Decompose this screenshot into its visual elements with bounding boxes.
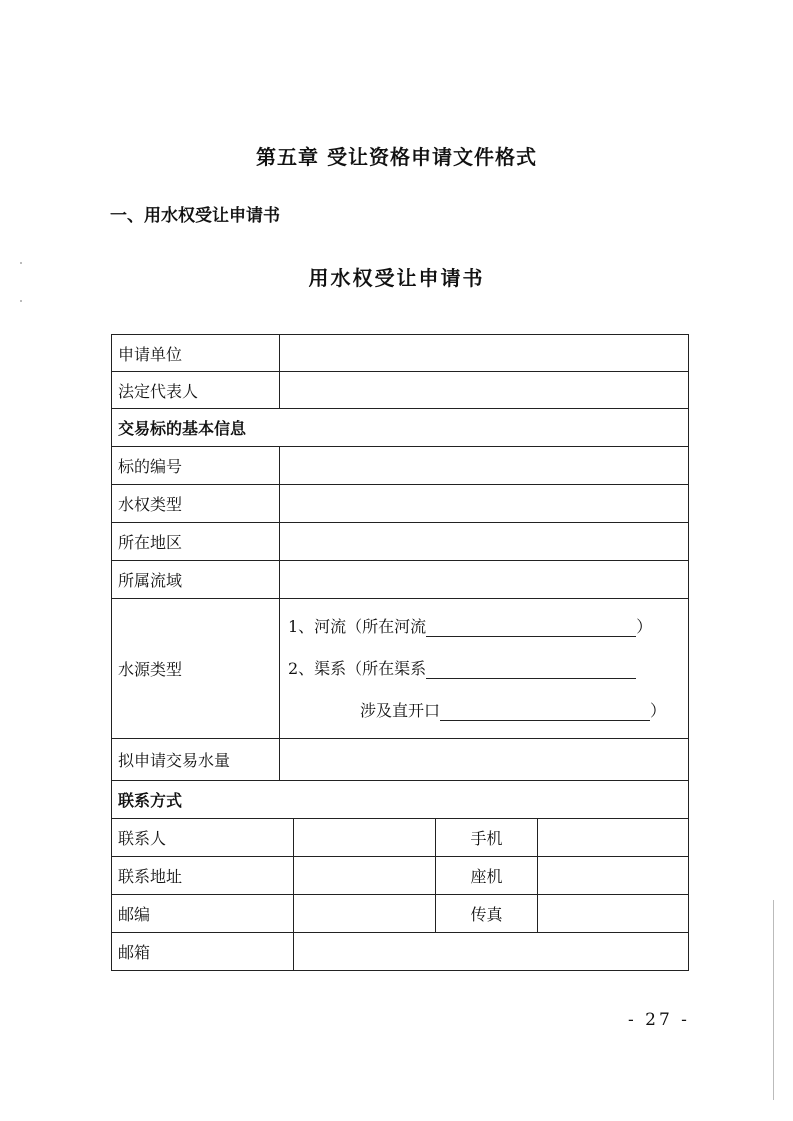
region-field[interactable] [280, 523, 689, 561]
address-field[interactable] [294, 857, 436, 895]
scan-speck [20, 300, 22, 302]
outlet-option [288, 690, 680, 732]
contact-table [111, 818, 689, 971]
mobile-label: 手机 [436, 819, 538, 857]
fax-field[interactable] [538, 895, 689, 933]
water-right-type-label: 水权类型 [112, 485, 280, 523]
water-right-type-field[interactable] [280, 485, 689, 523]
postcode-label: 邮编 [112, 895, 294, 933]
canal-option-text: 2、渠系（所在渠系 [288, 658, 427, 678]
water-source-label: 水源类型 [112, 599, 280, 739]
basin-label: 所属流域 [112, 561, 280, 599]
scan-speck [20, 262, 22, 264]
basic-info-heading: 交易标的基本信息 [112, 409, 689, 447]
river-option-text: 1、河流（所在河流 [288, 616, 427, 636]
legal-rep-label: 法定代表人 [112, 372, 280, 409]
mobile-field[interactable] [538, 819, 689, 857]
river-option [288, 606, 680, 648]
canal-option [288, 648, 680, 690]
region-label: 所在地区 [112, 523, 280, 561]
scan-edge-shadow [773, 900, 774, 1100]
river-name-blank[interactable] [426, 618, 636, 637]
contact-person-label: 联系人 [112, 819, 294, 857]
postcode-field[interactable] [294, 895, 436, 933]
fax-label: 传真 [436, 895, 538, 933]
address-label: 联系地址 [112, 857, 294, 895]
outlet-blank[interactable] [440, 702, 650, 721]
contact-person-field[interactable] [294, 819, 436, 857]
river-option-close: ） [636, 616, 653, 636]
proposed-volume-label: 拟申请交易水量 [112, 739, 280, 781]
target-number-label: 标的编号 [112, 447, 280, 485]
contact-heading: 联系方式 [112, 781, 689, 819]
form-title: 用水权受让申请书 [308, 266, 485, 290]
applicant-unit-label: 申请单位 [112, 335, 280, 372]
email-label: 邮箱 [112, 933, 294, 971]
target-number-field[interactable] [280, 447, 689, 485]
basin-field[interactable] [280, 561, 689, 599]
page-number: - 27 - [628, 1010, 690, 1030]
application-form-table [111, 334, 689, 819]
water-source-options [280, 599, 689, 739]
landline-label: 座机 [436, 857, 538, 895]
outlet-option-close: ） [650, 700, 667, 720]
section-heading: 一、用水权受让申请书 [110, 206, 280, 226]
outlet-option-text: 涉及直开口 [360, 700, 441, 720]
canal-name-blank[interactable] [426, 660, 636, 679]
email-field[interactable] [294, 933, 689, 971]
applicant-unit-field[interactable] [280, 335, 689, 372]
legal-rep-field[interactable] [280, 372, 689, 409]
proposed-volume-field[interactable] [280, 739, 689, 781]
chapter-title: 第五章 受让资格申请文件格式 [256, 145, 537, 169]
landline-field[interactable] [538, 857, 689, 895]
